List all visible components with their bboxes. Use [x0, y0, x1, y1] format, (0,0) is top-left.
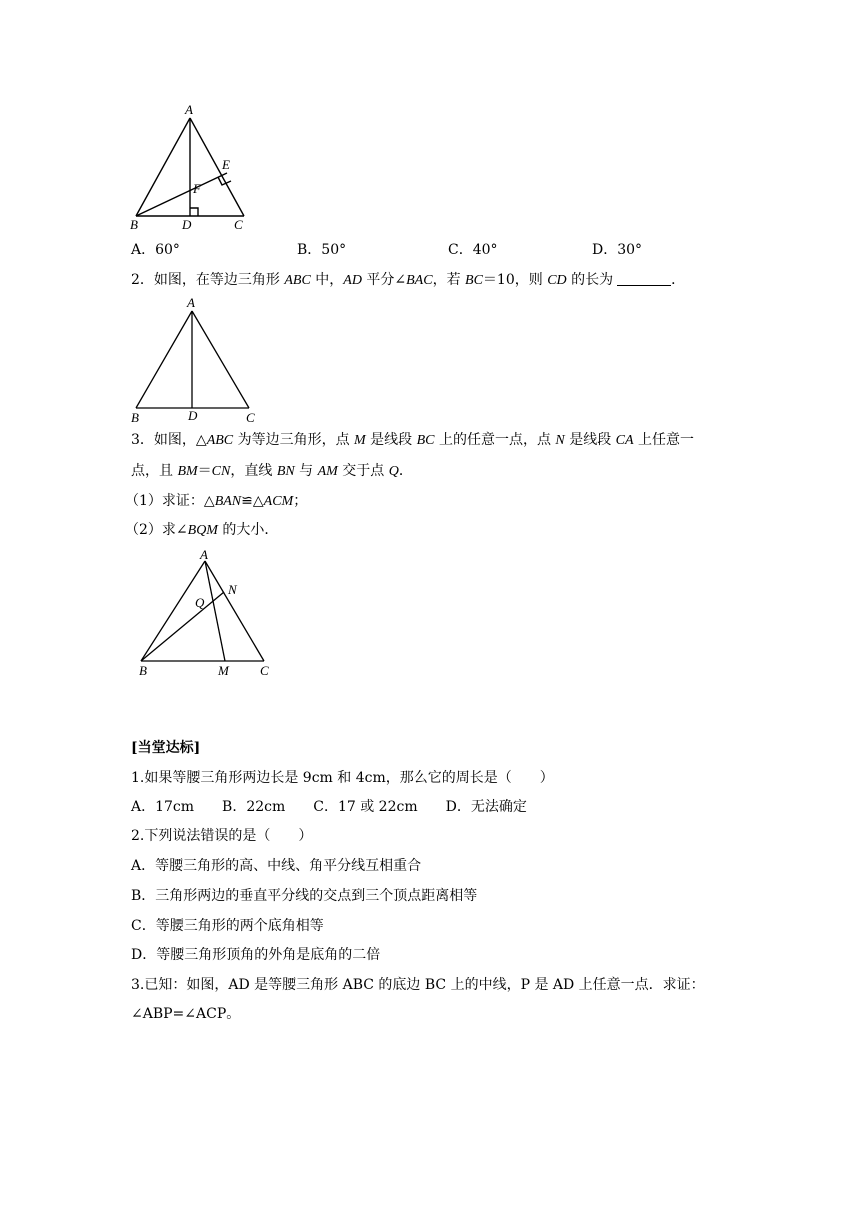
fig1-altitude-be	[136, 173, 227, 216]
fig3-label-n: N	[228, 582, 237, 597]
fig3-label-q: Q	[195, 595, 205, 610]
figure-triangle-abc-altitudes	[128, 100, 258, 235]
t2-option-a: A．等腰三角形的高、中线、角平分线互相重合	[131, 858, 422, 874]
t2-option-c: C．等腰三角形的两个底角相等	[131, 918, 324, 934]
fig2-label-b: B	[131, 410, 139, 425]
q3-line-2: 点，且 BM＝CN，直线 BN 与 AM 交于点 Q．	[131, 463, 413, 479]
fig1-label-b: B	[130, 217, 138, 232]
t3-line-2: ∠ABP=∠ACP。	[131, 1006, 241, 1022]
fig1-label-c: C	[234, 217, 243, 232]
t1-question: 1.如果等腰三角形两边长是 9cm 和 4cm，那么它的周长是（ ）	[131, 770, 554, 786]
fig1-label-a: A	[185, 102, 193, 117]
t2-question: 2.下列说法错误的是（ ）	[131, 828, 313, 844]
fig2-side-ab	[136, 311, 192, 408]
fig3-segment-am	[205, 561, 225, 661]
fig3-label-c: C	[260, 663, 269, 678]
fig2-side-ac	[192, 311, 249, 408]
fig2-label-d: D	[188, 408, 198, 423]
fig1-label-d: D	[182, 217, 192, 232]
figure-triangle-bqm	[128, 542, 278, 682]
fig3-side-ac	[205, 561, 264, 661]
q1-option-c: C．40°	[448, 242, 498, 258]
section-title: [当堂达标]	[131, 740, 201, 756]
t1-options: A．17cm B．22cm C．17 或 22cm D．无法确定	[131, 799, 527, 815]
figure-equilateral-triangle	[128, 295, 263, 430]
q3-line-1: 3．如图，△ABC 为等边三角形，点 M 是线段 BC 上的任意一点，点 N 是线段 CA 上任意一	[131, 432, 695, 448]
answer-blank[interactable]	[617, 271, 671, 286]
fig3-label-b: B	[139, 663, 147, 678]
fig3-side-ab	[141, 561, 205, 661]
fig3-label-m: M	[218, 663, 229, 678]
fig3-segment-bn	[141, 592, 224, 661]
t3-line-1: 3.已知：如图，AD 是等腰三角形 ABC 的底边 BC 上的中线，P 是 AD 上任意一点．求证：	[131, 977, 705, 993]
t2-option-d: D．等腰三角形顶角的外角是底角的二倍	[131, 947, 381, 963]
fig1-label-e: E	[222, 157, 230, 172]
q1-option-b: B．50°	[297, 242, 347, 258]
fig1-side-ac	[190, 118, 244, 216]
fig1-side-ab	[136, 118, 190, 216]
fig1-label-f: F	[193, 181, 201, 196]
fig2-label-c: C	[246, 410, 255, 425]
q3-sub-2: （2）求∠BQM 的大小．	[125, 522, 279, 538]
q2-question: 2．如图，在等边三角形 ABC 中，AD 平分∠BAC，若 BC＝10，则 CD 的长为 ．	[131, 272, 686, 288]
fig3-label-a: A	[200, 547, 208, 562]
fig1-right-angle-d	[190, 208, 198, 216]
fig2-label-a: A	[187, 295, 195, 310]
t2-option-b: B．三角形两边的垂直平分线的交点到三个顶点距离相等	[131, 888, 478, 904]
q1-option-a: A．60°	[131, 242, 180, 258]
q1-option-d: D．30°	[592, 242, 643, 258]
q3-sub-1: （1）求证：△BAN≌△ACM；	[125, 493, 308, 509]
